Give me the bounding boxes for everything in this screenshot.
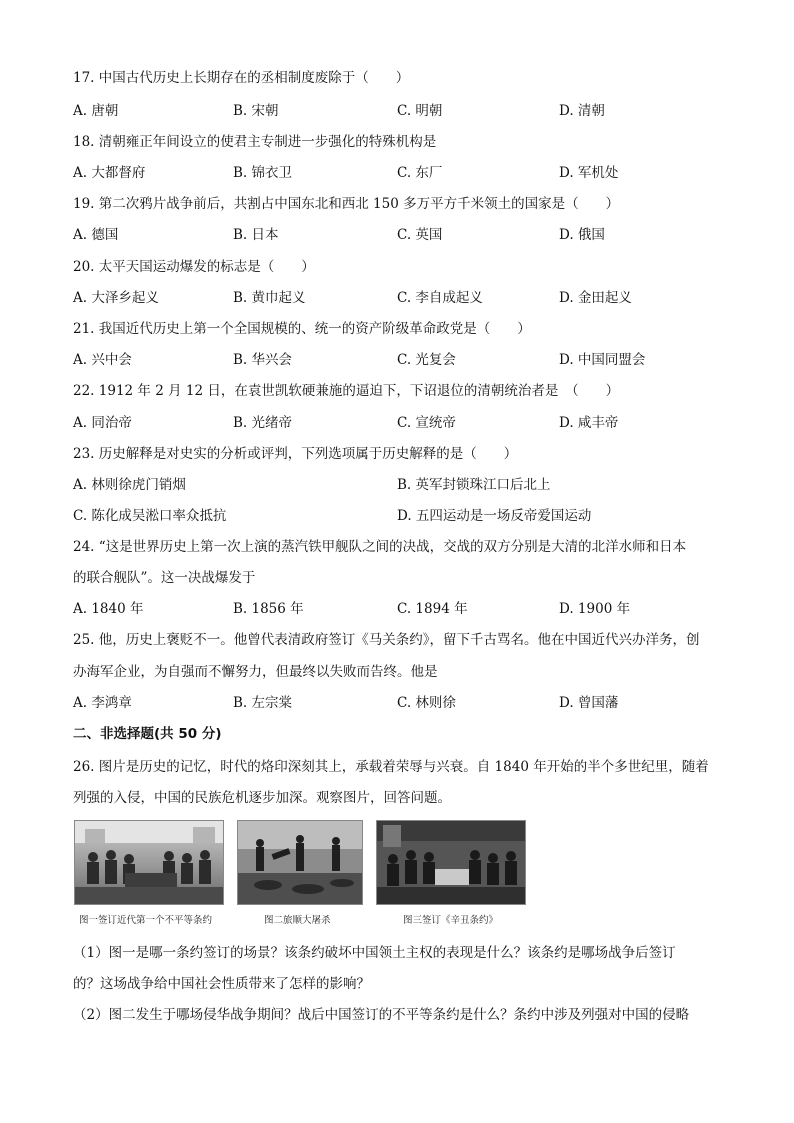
option-d: D. 咸丰帝 xyxy=(559,415,619,431)
option-a: A. 林则徐虎门销烟 xyxy=(73,477,186,493)
question-18-stem: 18. 清朝雍正年间设立的使君主专制进一步强化的特殊机构是 xyxy=(73,134,437,150)
photo-xinchou-treaty xyxy=(376,820,526,905)
option-b: B. 华兴会 xyxy=(233,352,293,368)
option-a: A. 大都督府 xyxy=(73,165,146,181)
question-19-stem: 19. 第二次鸦片战争前后，共割占中国东北和西北 150 多万平方千米领土的国家是（ ） xyxy=(73,196,620,212)
question-22-stem: 22. 1912 年 2 月 12 日，在袁世凯软硬兼施的逼迫下，下诏退位的清朝统治者是 （ ） xyxy=(73,383,620,399)
option-d: D. 曾国藩 xyxy=(559,695,619,711)
question-26-stem-line1: 26. 图片是历史的记忆，时代的烙印深刻其上，承载着荣辱与兴衰。自 1840 年开始的半个多世纪里，随着 xyxy=(73,759,709,775)
option-c: C. 陈化成吴淞口率众抵抗 xyxy=(73,508,227,524)
question-26-sub2-line1: （2）图二发生于哪场侵华战争期间？战后中国签订的不平等条约是什么？条约中涉及列强对中国的侵略 xyxy=(73,1007,690,1023)
caption-photo-1: 图一签订近代第一个不平等条约 xyxy=(79,915,213,926)
option-c: C. 光复会 xyxy=(397,352,456,368)
option-b: B. 锦衣卫 xyxy=(233,165,293,181)
question-25-options xyxy=(73,691,733,711)
option-c: C. 明朝 xyxy=(397,103,443,119)
question-23-stem: 23. 历史解释是对史实的分析或评判，下列选项属于历史解释的是（ ） xyxy=(73,446,518,462)
option-c: C. 1894 年 xyxy=(397,601,468,617)
question-20-stem: 20. 太平天国运动爆发的标志是（ ） xyxy=(73,259,315,275)
option-b: B. 英军封锁珠江口后北上 xyxy=(397,477,551,493)
option-d: D. 军机处 xyxy=(559,165,619,181)
option-d: D. 1900 年 xyxy=(559,601,631,617)
option-a: A. 1840 年 xyxy=(73,601,144,617)
option-d: D. 五四运动是一场反帝爱国运动 xyxy=(397,508,592,524)
photo-treaty-signing xyxy=(74,820,224,905)
option-b: B. 1856 年 xyxy=(233,601,304,617)
option-a: A. 德国 xyxy=(73,227,119,243)
question-18-options xyxy=(73,161,733,181)
option-c: C. 李自成起义 xyxy=(397,290,483,306)
option-c: C. 林则徐 xyxy=(397,695,456,711)
question-21-stem: 21. 我国近代历史上第一个全国规模的、统一的资产阶级革命政党是（ ） xyxy=(73,321,531,337)
option-d: D. 清朝 xyxy=(559,103,605,119)
question-26-sub1-line2: 的？这场战争给中国社会性质带来了怎样的影响？ xyxy=(73,976,370,992)
option-b: B. 光绪帝 xyxy=(233,415,293,431)
option-c: C. 英国 xyxy=(397,227,443,243)
question-23-options-row2 xyxy=(73,504,733,524)
question-19-options xyxy=(73,223,733,243)
option-d: D. 俄国 xyxy=(559,227,605,243)
option-a: A. 大泽乡起义 xyxy=(73,290,159,306)
question-17-stem: 17. 中国古代历史上长期存在的丞相制度废除于（ ） xyxy=(73,70,410,86)
question-23-options-row1 xyxy=(73,473,733,493)
photo-lushun-massacre xyxy=(237,820,363,905)
caption-photo-2: 图二旅顺大屠杀 xyxy=(264,915,331,926)
option-d: D. 金田起义 xyxy=(559,290,632,306)
option-b: B. 日本 xyxy=(233,227,279,243)
option-c: C. 宣统帝 xyxy=(397,415,456,431)
question-24-stem-line1: 24. “这是世界历史上第一次上演的蒸汽铁甲舰队之间的决战，交战的双方分别是大清的北洋水师和日本 xyxy=(73,539,687,555)
question-17-options xyxy=(73,99,733,119)
option-b: B. 宋朝 xyxy=(233,103,279,119)
section-2-title: 二、非选择题(共 50 分) xyxy=(73,726,222,742)
question-26-stem-line2: 列强的入侵，中国的民族危机逐步加深。观察图片，回答问题。 xyxy=(73,790,451,806)
question-26-sub1-line1: （1）图一是哪一条约签订的场景？该条约破坏中国领土主权的表现是什么？该条约是哪场战争后签订 xyxy=(73,945,676,961)
caption-photo-3: 图三签订《辛丑条约》 xyxy=(403,915,499,926)
question-24-options xyxy=(73,597,733,617)
option-a: A. 同治帝 xyxy=(73,415,132,431)
option-b: B. 左宗棠 xyxy=(233,695,293,711)
question-24-stem-line2: 的联合舰队”。这一决战爆发于 xyxy=(73,570,256,586)
question-25-stem-line2: 办海军企业，为自强而不懈努力，但最终以失败而告终。他是 xyxy=(73,664,438,680)
question-21-options xyxy=(73,348,733,368)
option-a: A. 唐朝 xyxy=(73,103,119,119)
option-c: C. 东厂 xyxy=(397,165,443,181)
question-20-options xyxy=(73,286,733,306)
question-25-stem-line1: 25. 他，历史上褒贬不一。他曾代表清政府签订《马关条约》，留下千古骂名。他在中国近代兴办洋务，创 xyxy=(73,632,700,648)
option-d: D. 中国同盟会 xyxy=(559,352,646,368)
question-22-options xyxy=(73,411,733,431)
option-a: A. 兴中会 xyxy=(73,352,132,368)
option-b: B. 黄巾起义 xyxy=(233,290,306,306)
option-a: A. 李鸿章 xyxy=(73,695,132,711)
